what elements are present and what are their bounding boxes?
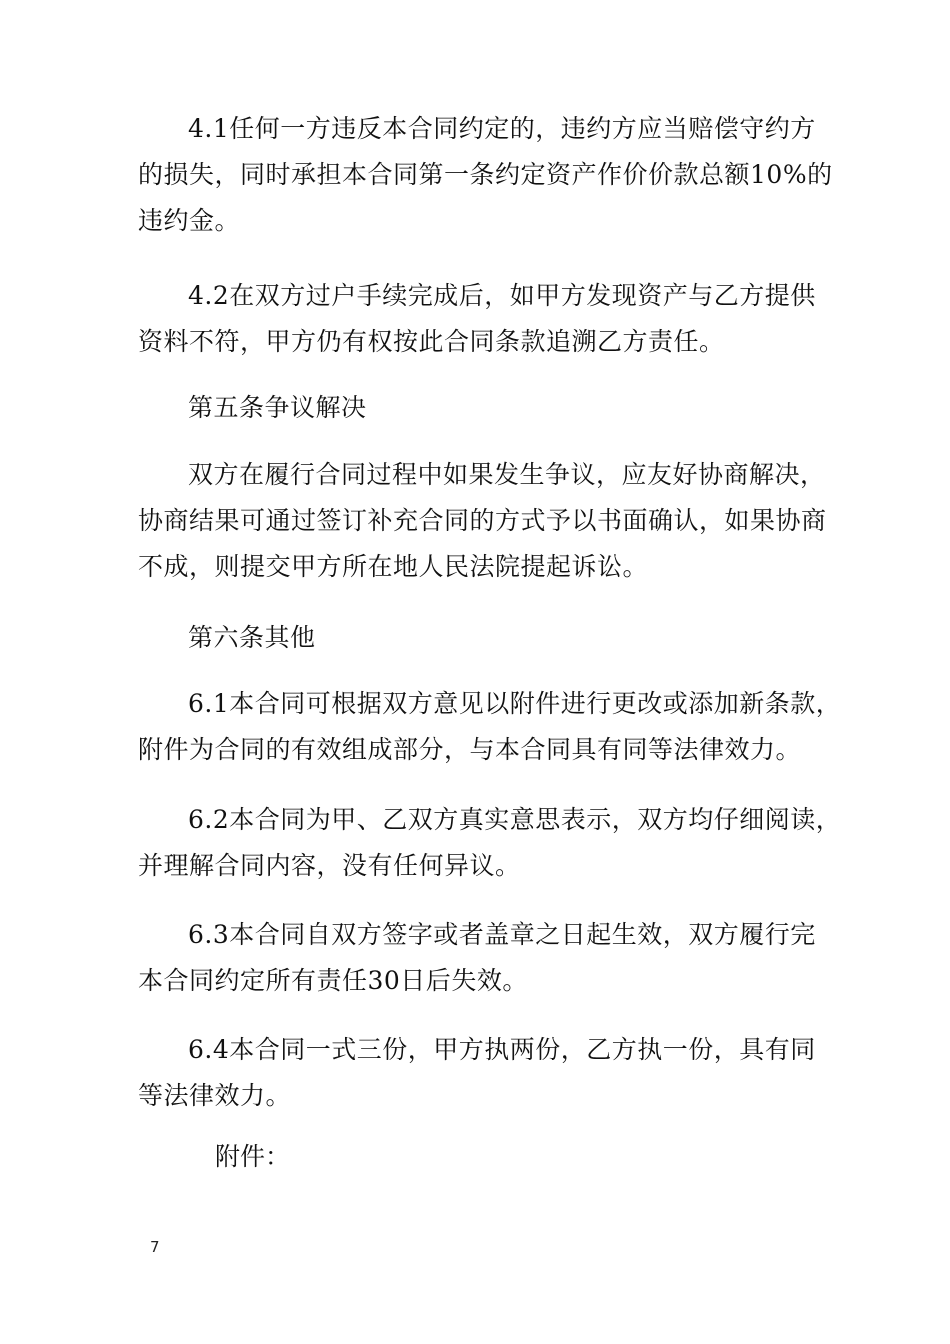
clause-6-3 — [138, 912, 838, 1004]
text-line: 6.3本合同自双方签字或者盖章之日起生效，双方履行完 — [188, 920, 816, 949]
article-5-body — [138, 452, 838, 590]
heading-line: 第六条其他 — [188, 623, 316, 652]
text-line: 等法律效力。 — [138, 1081, 292, 1110]
heading-line: 第五条争议解决 — [188, 393, 367, 422]
text-line: 双方在履行合同过程中如果发生争议，应友好协商解决， — [188, 460, 826, 489]
text-line: 4.2在双方过户手续完成后，如甲方发现资产与乙方提供 — [188, 281, 816, 310]
text-line: 6.4本合同一式三份，甲方执两份，乙方执一份，具有同 — [188, 1035, 816, 1064]
article-6-heading — [138, 615, 838, 661]
clause-4-1 — [138, 106, 838, 244]
text-line: 4.1任何一方违反本合同约定的，违约方应当赔偿守约方 — [188, 114, 816, 143]
clause-6-1 — [138, 681, 842, 773]
clause-6-4 — [138, 1027, 838, 1119]
text-line: 6.2本合同为甲、乙双方真实意思表示，双方均仔细阅读， — [188, 805, 842, 834]
clause-6-2 — [138, 797, 842, 889]
page-number: 7 — [150, 1238, 160, 1256]
text-line: 违约金。 — [138, 206, 241, 235]
text-line: 不成，则提交甲方所在地人民法院提起诉讼。 — [138, 552, 649, 581]
article-5-heading — [138, 385, 838, 431]
text-line: 的损失，同时承担本合同第一条约定资产作价价款总额10%的 — [138, 160, 833, 189]
text-line: 资料不符，甲方仍有权按此合同条款追溯乙方责任。 — [138, 327, 725, 356]
text-line: 协商结果可通过签订补充合同的方式予以书面确认，如果协商 — [138, 506, 827, 535]
text-line: 本合同约定所有责任30日后失效。 — [138, 966, 528, 995]
clause-4-2 — [138, 273, 838, 365]
text-line: 6.1本合同可根据双方意见以附件进行更改或添加新条款， — [188, 689, 842, 718]
text-line: 并理解合同内容，没有任何异议。 — [138, 851, 521, 880]
attachment-label: 附件： — [215, 1142, 291, 1171]
text-line: 附件为合同的有效组成部分，与本合同具有同等法律效力。 — [138, 735, 802, 764]
